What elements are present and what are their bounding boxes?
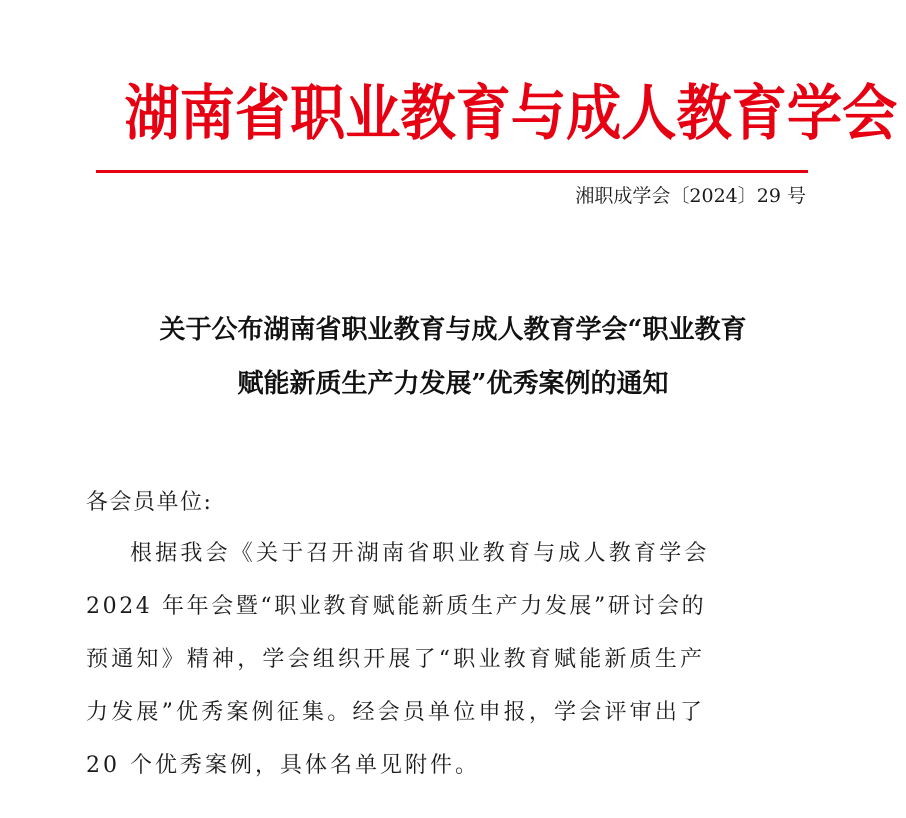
- salutation: 各会员单位:: [86, 490, 213, 515]
- document-title-line-1: 关于公布湖南省职业教育与成人教育学会“职业教育: [159, 315, 747, 345]
- paragraph-line: 预通知》精神，学会组织开展了“职业教育赋能新质生产: [86, 647, 706, 672]
- document-number: 湘职成学会〔2024〕29 号: [575, 185, 806, 207]
- paragraph-line: 2024 年年会暨“职业教育赋能新质生产力发展”研讨会的: [86, 594, 707, 619]
- header-red-rule: [96, 170, 808, 173]
- document-title-line-2: 赋能新质生产力发展”优秀案例的通知: [237, 369, 669, 399]
- paragraph-line: 根据我会《关于召开湖南省职业教育与成人教育学会: [130, 541, 710, 566]
- organization-header: 湖南省职业教育与成人教育学会: [124, 79, 898, 149]
- paragraph-line: 20 个优秀案例，具体名单见附件。: [86, 753, 480, 778]
- paragraph-line: 力发展”优秀案例征集。经会员单位申报，学会评审出了: [86, 700, 706, 725]
